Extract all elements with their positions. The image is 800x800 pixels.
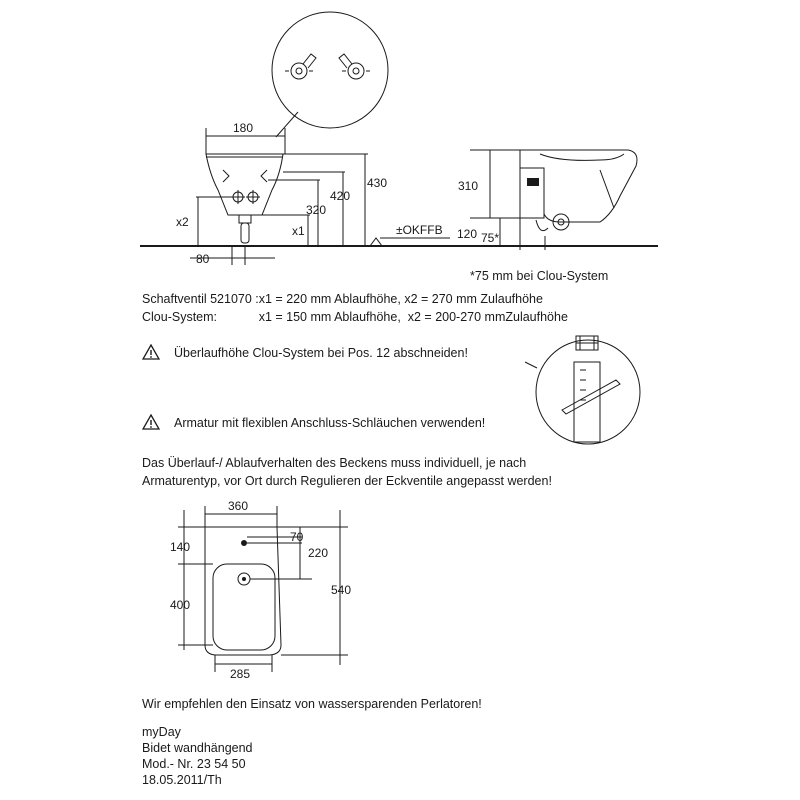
dim-plan-220: 220 (308, 546, 329, 560)
recommendation: Wir empfehlen den Einsatz von wassersparenden Perlatoren! (142, 697, 482, 711)
valve-line-1: Schaftventil 521070 :x1 = 220 mm Ablaufhöhe, x2 = 270 mm Zulaufhöhe (142, 292, 543, 306)
product-date: 18.05.2011/Th (142, 773, 222, 787)
dim-plan-70: 70 (290, 530, 304, 544)
dim-plan-140: 140 (170, 540, 191, 554)
dim-front-80: 80 (196, 252, 210, 266)
dim-side-120: 120 (457, 227, 478, 241)
warning-overflow: Überlaufhöhe Clou-System bei Pos. 12 abschneiden! (174, 346, 468, 360)
dim-front-430: 430 (367, 176, 388, 190)
dim-plan-400: 400 (170, 598, 191, 612)
dim-front-420: 420 (330, 189, 351, 203)
overflow-detail-circle (525, 336, 640, 444)
valve-line-2: Clou-System: x1 = 150 mm Ablaufhöhe, x2 = 200-270 mmZulaufhöhe (142, 310, 568, 324)
dim-plan-540: 540 (331, 583, 352, 597)
valve-detail-circle (272, 12, 388, 128)
warning-icon (142, 414, 160, 430)
dim-side-75: 75* (481, 231, 500, 245)
product-type: Bidet wandhängend (142, 741, 253, 755)
footnote-clou: *75 mm bei Clou-System (470, 269, 609, 283)
note-line-2: Armaturentyp, vor Ort durch Regulieren der Eckventile angepasst werden! (142, 474, 552, 488)
dim-front-320: 320 (306, 203, 327, 217)
product-name: myDay (142, 725, 181, 739)
dim-plan-360: 360 (228, 499, 249, 513)
dim-side-310: 310 (458, 179, 479, 193)
side-view (370, 150, 637, 250)
dim-front-x2: x2 (176, 215, 189, 229)
warning-hoses: Armatur mit flexiblen Anschluss-Schläuchen verwenden! (174, 416, 486, 430)
warning-icon (142, 344, 160, 360)
floor-reference-label: ±OKFFB (396, 223, 443, 237)
plan-view (170, 499, 351, 681)
note-line-1: Das Überlauf-/ Ablaufverhalten des Beckens muss individuell, je nach (142, 456, 527, 470)
dim-front-180: 180 (233, 121, 254, 135)
dim-plan-285: 285 (230, 667, 251, 681)
product-model: Mod.- Nr. 23 54 50 (142, 757, 246, 771)
dim-front-x1: x1 (292, 224, 305, 238)
front-view (176, 112, 387, 266)
